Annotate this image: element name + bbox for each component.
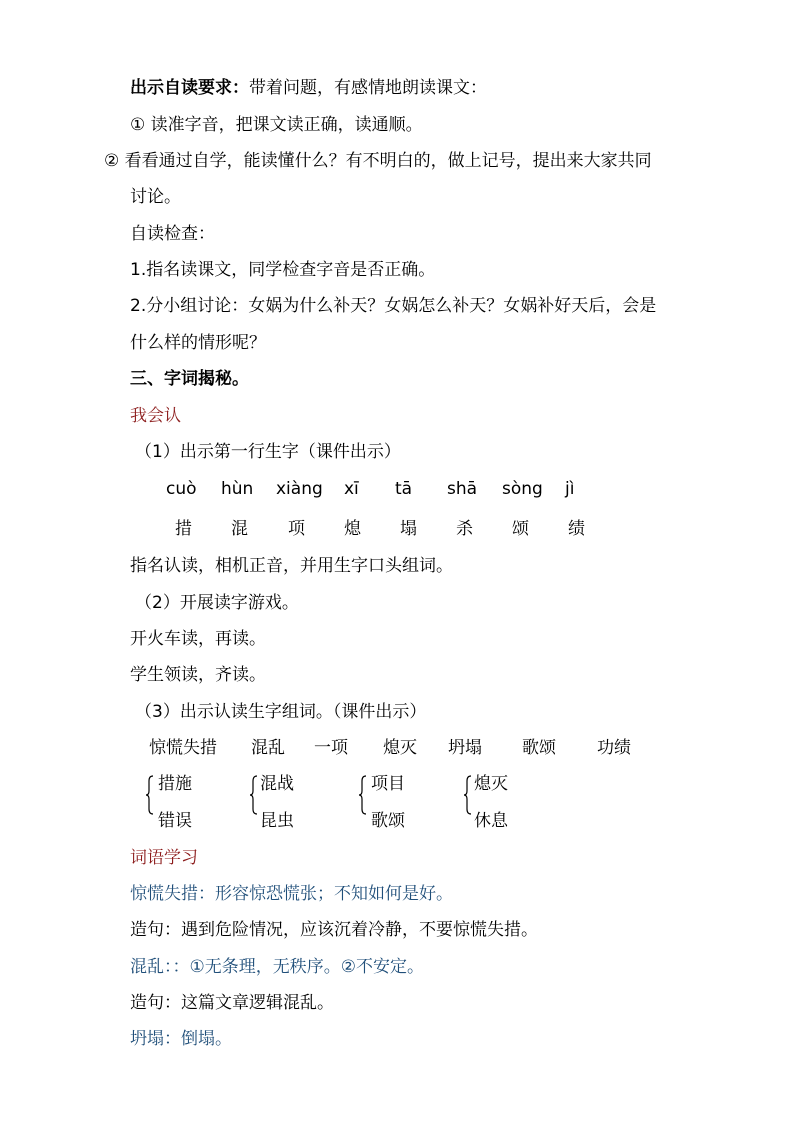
- group-2-top: 混战: [260, 774, 294, 794]
- group-4-bottom: 休息: [474, 811, 508, 831]
- brace-icon: [146, 775, 152, 811]
- word-item: 一项: [314, 738, 348, 758]
- brace-icon: [359, 775, 365, 811]
- pinyin-item: cuò: [166, 479, 197, 499]
- group-1-bottom: 错误: [158, 811, 192, 831]
- group-4-top: 熄灭: [474, 774, 508, 794]
- character-item: 绩: [568, 519, 585, 539]
- word-item: 惊慌失措: [149, 738, 217, 758]
- word-item: 熄灭: [383, 738, 417, 758]
- brace-icon: [464, 775, 470, 811]
- definition-2: 混乱：：①无条理，无秩序。②不安定。: [130, 957, 424, 977]
- word-item: 坍塌: [448, 738, 482, 758]
- pinyin-item: sòng: [502, 479, 543, 499]
- pinyin-item: jì: [565, 479, 575, 499]
- requirement-1: ① 读准字音，把课文读正确，读通顺。: [130, 115, 423, 135]
- definition-3: 坍塌：倒塌。: [130, 1029, 232, 1049]
- brace-icon: [250, 775, 256, 811]
- pinyin-item: xiàng: [276, 479, 323, 499]
- pinyin-item: shā: [447, 479, 478, 499]
- character-item: 颂: [512, 519, 529, 539]
- definition-1: 惊慌失措：形容惊恐慌张；不知如何是好。: [130, 884, 453, 904]
- character-item: 混: [231, 519, 248, 539]
- group-2-bottom: 昆虫: [260, 811, 294, 831]
- requirement-2-cont: 讨论。: [130, 187, 181, 207]
- self-check-1: 1.指名读课文，同学检查字音是否正确。: [130, 260, 436, 280]
- example-1: 造句：遇到危险情况，应该沉着冷静，不要惊慌失措。: [130, 920, 538, 940]
- character-item: 措: [175, 519, 192, 539]
- step-2-detail-1: 开火车读，再读。: [130, 629, 266, 649]
- group-1-top: 措施: [158, 774, 192, 794]
- self-check-2-cont: 什么样的情形呢？: [130, 333, 266, 353]
- step-2: （2）开展读字游戏。: [135, 593, 299, 613]
- requirement-2: ② 看看通过自学，能读懂什么？有不明白的，做上记号，提出来大家共同: [104, 151, 652, 171]
- character-item: 杀: [456, 519, 473, 539]
- word-item: 功绩: [597, 738, 631, 758]
- step-1-instruction: 指名认读，相机正音，并用生字口头组词。: [130, 556, 453, 576]
- subheading-recognize: 我会认: [130, 406, 181, 426]
- pinyin-item: hùn: [221, 479, 254, 499]
- word-item: 混乱: [251, 738, 285, 758]
- character-item: 熄: [344, 519, 361, 539]
- self-check-2: 2.分小组讨论：女娲为什么补天？女娲怎么补天？女娲补好天后，会是: [130, 296, 657, 316]
- example-2: 造句：这篇文章逻辑混乱。: [130, 993, 334, 1013]
- group-3-top: 项目: [371, 774, 405, 794]
- pinyin-item: xī: [344, 479, 359, 499]
- subheading-vocabulary: 词语学习: [130, 848, 198, 868]
- character-item: 塌: [400, 519, 417, 539]
- pinyin-item: tā: [395, 479, 413, 499]
- self-check-title: 自读检查：: [130, 224, 215, 244]
- section-heading: 三、字词揭秘。: [130, 369, 249, 389]
- word-item: 歌颂: [522, 738, 556, 758]
- step-1: （1）出示第一行生字（课件出示）: [135, 442, 401, 462]
- requirements-label: 出示自读要求：: [130, 78, 249, 98]
- step-3: （3）出示认读生字组词。（课件出示）: [135, 702, 427, 722]
- group-3-bottom: 歌颂: [371, 811, 405, 831]
- character-item: 项: [288, 519, 305, 539]
- requirements-text: 带着问题，有感情地朗读课文：: [249, 78, 487, 98]
- step-2-detail-2: 学生领读，齐读。: [130, 665, 266, 685]
- reading-requirements: [130, 77, 487, 99]
